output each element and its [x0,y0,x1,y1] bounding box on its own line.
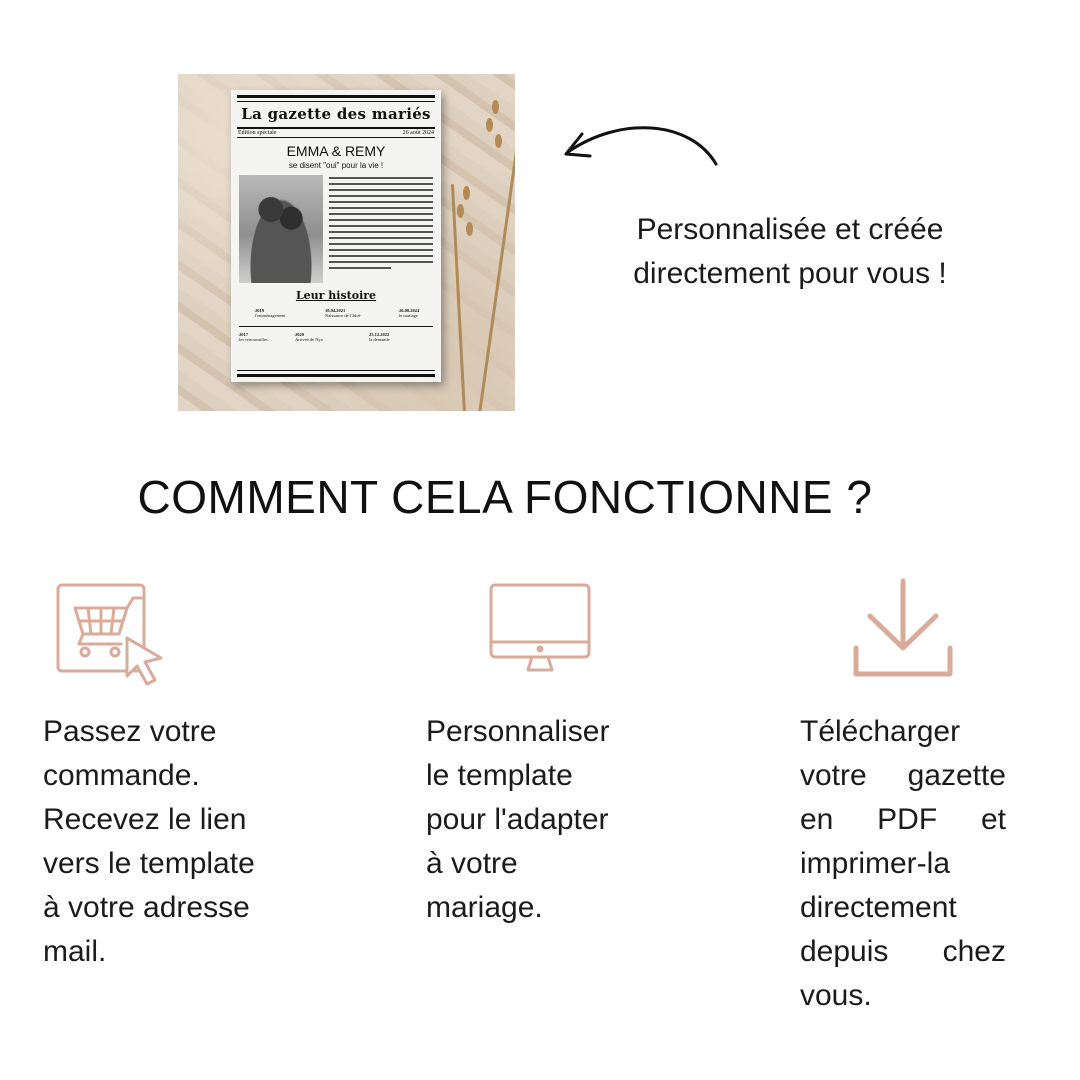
step-line: pour l'adapter [426,803,609,836]
step-customize [426,710,666,930]
gazette-subtitle: se disent "oui" pour la vie ! [288,161,384,170]
caption-line: directement pour vous ! [633,257,947,290]
timeline-event: 10.04.2021 Naissance de Chloé [325,308,361,318]
step-line: Recevez le lien [43,803,247,836]
wheat-grain [466,222,473,236]
section-heading: COMMENT CELA FONCTIONNE ? [137,471,873,523]
gazette-timeline [239,306,433,352]
wheat-grain [492,100,499,114]
gazette-print [231,90,441,382]
step-line: commande. [43,759,200,792]
caption [590,208,990,296]
step-line: votre gazette [800,759,1006,792]
step-line: à votre adresse [43,891,250,924]
caption-line: Personnalisée et créée [636,213,944,246]
cart-cursor-icon [55,582,167,688]
timeline-event: 2020 Arrivée de Nya [295,332,323,342]
step-line: à votre [426,847,518,880]
couple-photo [239,175,323,283]
wheat-grain [463,186,470,200]
timeline-event: 26.08.2024 le mariage [399,308,420,318]
step-line: directement [800,891,957,924]
step-line: Personnaliser [426,715,610,748]
timeline-event: 2019 l'emménagement [255,308,286,318]
timeline-event: 2017 les retrouvailles [239,332,268,342]
wheat-grain [495,134,502,148]
gazette-edition-bar [237,127,435,138]
product-photo [178,74,515,411]
timeline-event: 25.12.2022 la demande [369,332,390,342]
step-line: Passez votre [43,715,217,748]
step-line: vers le template [43,847,255,880]
wheat-grain [486,118,493,132]
step-line: en PDF et [800,803,1006,836]
gazette-couple-names: EMMA & REMY [286,143,386,159]
curved-arrow-icon [560,118,730,178]
step-download [800,710,1006,1018]
gazette-article-text [329,175,433,283]
gazette-title: La gazette des mariés [241,105,431,123]
wheat-stalk [478,117,515,411]
gazette-section-title: Leur histoire [295,289,377,302]
monitor-icon [488,582,592,672]
step-line: depuis chez [800,935,1006,968]
step-order [43,710,303,974]
step-line: vous. [800,979,872,1012]
step-line: Télécharger [800,715,961,748]
download-icon [852,578,954,678]
step-line: mariage. [426,891,543,924]
wheat-stalk [451,184,466,411]
gazette-date: 26 août 2024 [402,130,434,136]
step-line: mail. [43,935,107,968]
gazette-edition: Édition spéciale [238,130,277,136]
wheat-grain [457,204,464,218]
step-line: imprimer-la [800,847,950,880]
step-line: le template [426,759,573,792]
